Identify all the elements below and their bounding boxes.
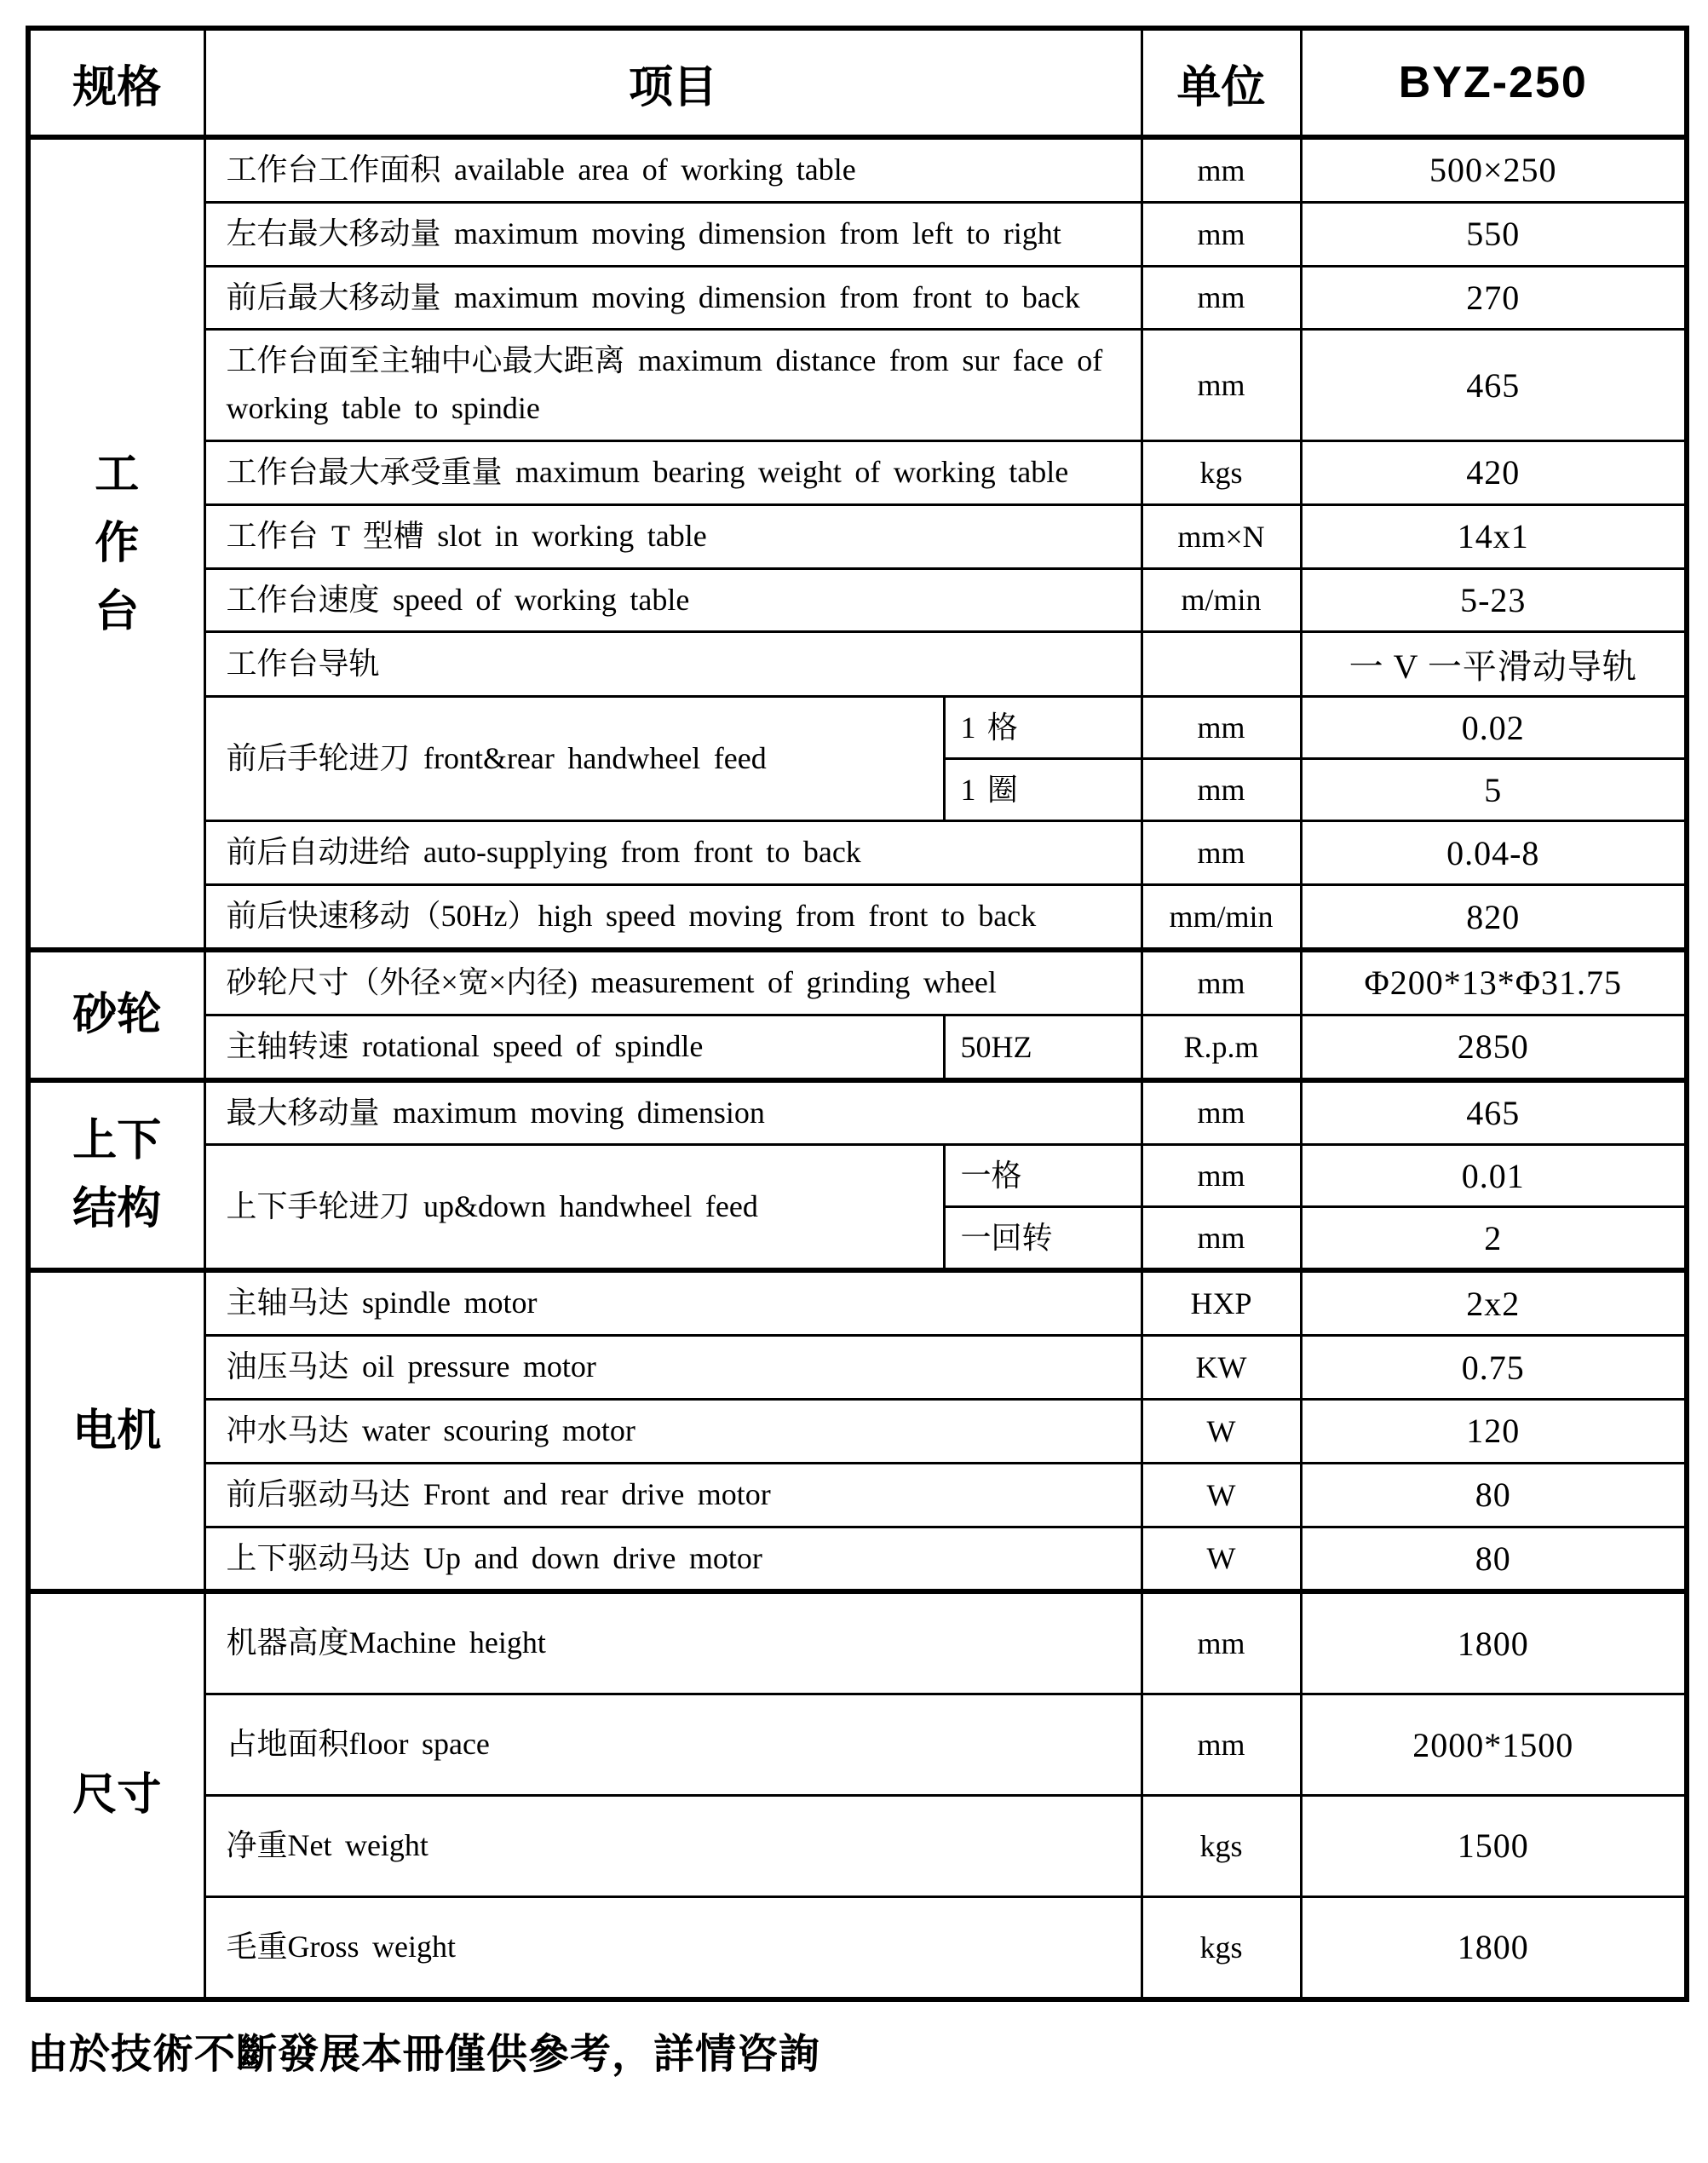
- value-cell: 一 V 一平滑动导轨: [1301, 632, 1687, 697]
- unit-cell: mm: [1142, 1694, 1301, 1796]
- table-row: [28, 1399, 1687, 1463]
- table-row: [28, 885, 1687, 950]
- group-label: 电机: [28, 1270, 204, 1591]
- value-cell: 1500: [1301, 1795, 1687, 1896]
- sub-cell: 1 格: [944, 697, 1142, 759]
- sub-cell: 1 圈: [944, 759, 1142, 821]
- item-cell: 工作台速度 speed of working table: [204, 568, 1142, 632]
- unit-cell: HXP: [1142, 1270, 1301, 1335]
- value-cell: 2000*1500: [1301, 1694, 1687, 1796]
- unit-cell: mm: [1142, 950, 1301, 1015]
- value-cell: 5-23: [1301, 568, 1687, 632]
- value-cell: 270: [1301, 266, 1687, 330]
- table-row: [28, 137, 1687, 202]
- item-cell: 最大移动量 maximum moving dimension: [204, 1080, 1142, 1145]
- unit-cell: W: [1142, 1399, 1301, 1463]
- item-cell: 主轴马达 spindle motor: [204, 1270, 1142, 1335]
- table-row: [28, 440, 1687, 504]
- spec-table: [26, 26, 1689, 2002]
- value-cell: 0.04-8: [1301, 821, 1687, 885]
- value-cell: 2x2: [1301, 1270, 1687, 1335]
- value-cell: 500×250: [1301, 137, 1687, 202]
- table-row: [28, 1015, 1687, 1079]
- item-cell: 工作台最大承受重量 maximum bearing weight of working table: [204, 440, 1142, 504]
- value-cell: Φ200*13*Φ31.75: [1301, 950, 1687, 1015]
- item-cell: 工作台导轨: [204, 632, 1142, 697]
- unit-cell: kgs: [1142, 1795, 1301, 1896]
- header-item: 项目: [204, 28, 1142, 137]
- unit-cell: mm/min: [1142, 885, 1301, 950]
- item-cell: 净重Net weight: [204, 1795, 1142, 1896]
- table-row: [28, 1463, 1687, 1527]
- table-row: [28, 1270, 1687, 1335]
- unit-cell: mm: [1142, 266, 1301, 330]
- value-cell: 2: [1301, 1207, 1687, 1271]
- value-cell: 80: [1301, 1527, 1687, 1591]
- unit-cell: m/min: [1142, 568, 1301, 632]
- unit-cell: mm: [1142, 1145, 1301, 1207]
- item-cell: 冲水马达 water scouring motor: [204, 1399, 1142, 1463]
- unit-cell: mm: [1142, 759, 1301, 821]
- table-row: [28, 504, 1687, 568]
- table-row: [28, 1145, 1687, 1207]
- table-row: [28, 330, 1687, 441]
- footer-note: 由於技術不斷發展本冊僅供參考，詳情咨詢: [27, 2031, 821, 2077]
- value-cell: 420: [1301, 440, 1687, 504]
- value-cell: 0.75: [1301, 1336, 1687, 1400]
- item-cell: 前后手轮进刀 front&rear handwheel feed: [204, 697, 944, 821]
- unit-cell: kgs: [1142, 1896, 1301, 1999]
- value-cell: 550: [1301, 202, 1687, 266]
- unit-cell: mm: [1142, 697, 1301, 759]
- spec-table-body: [28, 137, 1687, 1999]
- header-model: BYZ-250: [1301, 28, 1687, 137]
- value-cell: 5: [1301, 759, 1687, 821]
- group-label: 工 作 台: [28, 137, 204, 950]
- item-cell: 砂轮尺寸（外径×宽×内径) measurement of grinding wheel: [204, 950, 1142, 1015]
- unit-cell: mm: [1142, 330, 1301, 441]
- table-row: [28, 1896, 1687, 1999]
- unit-cell: mm: [1142, 821, 1301, 885]
- unit-cell: mm: [1142, 137, 1301, 202]
- item-cell: 上下驱动马达 Up and down drive motor: [204, 1527, 1142, 1591]
- table-row: [28, 950, 1687, 1015]
- table-row: [28, 1336, 1687, 1400]
- table-row: [28, 821, 1687, 885]
- value-cell: 1800: [1301, 1591, 1687, 1694]
- value-cell: 1800: [1301, 1896, 1687, 1999]
- item-cell: 占地面积floor space: [204, 1694, 1142, 1796]
- header-unit: 单位: [1142, 28, 1301, 137]
- value-cell: 0.02: [1301, 697, 1687, 759]
- unit-cell: mm: [1142, 202, 1301, 266]
- value-cell: 465: [1301, 330, 1687, 441]
- item-cell: 油压马达 oil pressure motor: [204, 1336, 1142, 1400]
- unit-cell: kgs: [1142, 440, 1301, 504]
- unit-cell: W: [1142, 1463, 1301, 1527]
- value-cell: 120: [1301, 1399, 1687, 1463]
- table-row: [28, 1080, 1687, 1145]
- table-row: [28, 1795, 1687, 1896]
- group-label: 砂轮: [28, 950, 204, 1080]
- item-cell: 主轴转速 rotational speed of spindle: [204, 1015, 944, 1079]
- item-cell: 工作台 T 型槽 slot in working table: [204, 504, 1142, 568]
- table-row: [28, 1527, 1687, 1591]
- value-cell: 465: [1301, 1080, 1687, 1145]
- item-cell: 毛重Gross weight: [204, 1896, 1142, 1999]
- unit-cell: R.p.m: [1142, 1015, 1301, 1079]
- value-cell: 14x1: [1301, 504, 1687, 568]
- table-row: [28, 1694, 1687, 1796]
- value-cell: 0.01: [1301, 1145, 1687, 1207]
- header-spec: 规格: [28, 28, 204, 137]
- table-row: [28, 632, 1687, 697]
- unit-cell: mm×N: [1142, 504, 1301, 568]
- group-label: 尺寸: [28, 1591, 204, 1999]
- table-header-row: [28, 28, 1687, 137]
- unit-cell: W: [1142, 1527, 1301, 1591]
- item-cell: 机器高度Machine height: [204, 1591, 1142, 1694]
- item-cell: 左右最大移动量 maximum moving dimension from left to right: [204, 202, 1142, 266]
- item-cell: 上下手轮进刀 up&down handwheel feed: [204, 1145, 944, 1271]
- sub-cell: 一格: [944, 1145, 1142, 1207]
- unit-cell: [1142, 632, 1301, 697]
- table-row: [28, 568, 1687, 632]
- unit-cell: mm: [1142, 1080, 1301, 1145]
- unit-cell: mm: [1142, 1591, 1301, 1694]
- item-cell: 前后最大移动量 maximum moving dimension from front to back: [204, 266, 1142, 330]
- sub-cell: 50HZ: [944, 1015, 1142, 1079]
- item-cell: 前后驱动马达 Front and rear drive motor: [204, 1463, 1142, 1527]
- value-cell: 80: [1301, 1463, 1687, 1527]
- table-row: [28, 266, 1687, 330]
- unit-cell: KW: [1142, 1336, 1301, 1400]
- item-cell: 工作台工作面积 available area of working table: [204, 137, 1142, 202]
- sub-cell: 一回转: [944, 1207, 1142, 1271]
- item-cell: 前后快速移动（50Hz）high speed moving from front to back: [204, 885, 1142, 950]
- group-label: 上下 结构: [28, 1080, 204, 1271]
- table-row: [28, 202, 1687, 266]
- item-cell: 工作台面至主轴中心最大距离 maximum distance from sur face of working table to spindie: [204, 330, 1142, 441]
- item-cell: 前后自动进给 auto-supplying from front to back: [204, 821, 1142, 885]
- table-row: [28, 1591, 1687, 1694]
- value-cell: 2850: [1301, 1015, 1687, 1079]
- unit-cell: mm: [1142, 1207, 1301, 1271]
- table-row: [28, 697, 1687, 759]
- value-cell: 820: [1301, 885, 1687, 950]
